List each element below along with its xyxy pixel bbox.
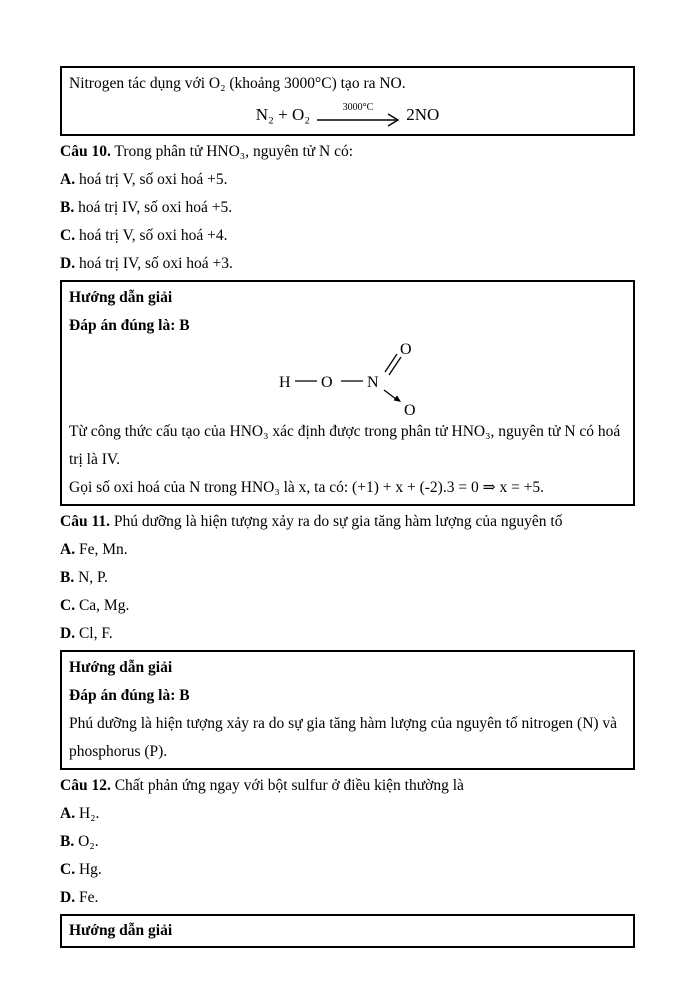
question-12-option-b: B. O₂.	[60, 833, 99, 850]
option-letter: B.	[60, 833, 75, 850]
question-12-heading: Câu 12. Chất phản ứng ngay với bột sulfur ở điều kiện thường là	[60, 777, 464, 794]
atom-o-top: O	[399, 341, 412, 358]
question-12-option-d: D. Fe.	[60, 889, 99, 906]
atom-n: N	[366, 374, 379, 391]
option-letter: A.	[60, 171, 76, 188]
intro-text: Nitrogen tác dụng với O₂ (khoảng 3000°C) tạo ra NO.	[69, 75, 406, 92]
question-12-option-c: C. Hg.	[60, 861, 102, 878]
solution-paragraph-2: Gọi số oxi hoá của N trong HNO₃ là x, ta có: (+1) + x + (-2).3 = 0 ⇒ x = +5.	[69, 479, 545, 496]
question-11-option-d: D. Cl, F.	[60, 625, 113, 642]
question-11	[60, 508, 635, 648]
option-letter: A.	[60, 805, 76, 822]
solution-box-q12	[60, 914, 635, 948]
question-12-number: Câu 12.	[60, 777, 111, 794]
question-11-heading: Câu 11. Phú dưỡng là hiện tượng xảy ra do sự gia tăng hàm lượng của nguyên tố	[60, 513, 563, 530]
solution-heading: Hướng dẫn giải	[69, 659, 173, 676]
question-11-number: Câu 11.	[60, 513, 110, 530]
solution-box-q10	[60, 280, 635, 506]
solution-answer: Đáp án đúng là: B	[69, 687, 190, 704]
equation-product: 2NO	[406, 104, 440, 124]
hno3-structural-formula	[69, 341, 626, 417]
option-letter: D.	[60, 255, 76, 272]
atom-h: H	[278, 374, 291, 391]
option-letter: C.	[60, 861, 76, 878]
option-letter: D.	[60, 889, 76, 906]
intro-box	[60, 66, 635, 136]
solution-heading: Hướng dẫn giải	[69, 289, 173, 306]
question-10-option-a: A. hoá trị V, số oxi hoá +5.	[60, 171, 228, 188]
content-area	[60, 66, 635, 948]
atom-o-left: O	[320, 374, 333, 391]
option-letter: C.	[60, 597, 76, 614]
option-letter: B.	[60, 199, 75, 216]
question-11-option-b: B. N, P.	[60, 569, 108, 586]
option-letter: A.	[60, 541, 76, 558]
solution-paragraph-1: Từ công thức cấu tạo của HNO₃ xác định được trong phân tử HNO₃, nguyên tử N có hoá trị là IV.	[69, 423, 621, 468]
option-letter: C.	[60, 227, 76, 244]
reaction-arrow-icon	[314, 100, 402, 130]
option-letter: D.	[60, 625, 76, 642]
hno3-structure-drawing	[273, 341, 423, 417]
solution-box-q11	[60, 650, 635, 770]
question-12-option-a: A. H₂.	[60, 805, 100, 822]
reaction-equation	[69, 97, 626, 132]
question-11-option-c: C. Ca, Mg.	[60, 597, 130, 614]
solution-answer: Đáp án đúng là: B	[69, 317, 190, 334]
solution-heading: Hướng dẫn giải	[69, 922, 173, 939]
question-10	[60, 138, 635, 278]
question-10-number: Câu 10.	[60, 143, 111, 160]
question-10-option-b: B. hoá trị IV, số oxi hoá +5.	[60, 199, 233, 216]
question-11-option-a: A. Fe, Mn.	[60, 541, 128, 558]
reaction-condition: 3000°C	[342, 101, 374, 113]
question-10-option-d: D. hoá trị IV, số oxi hoá +3.	[60, 255, 233, 272]
question-12	[60, 772, 635, 912]
solution-paragraph-1: Phú dưỡng là hiện tượng xảy ra do sự gia tăng hàm lượng của nguyên tố nitrogen (N) và phosphorus (P).	[69, 715, 618, 760]
equation-reactants: N₂ + O₂	[255, 104, 311, 124]
atom-o-bottom: O	[403, 402, 416, 419]
question-10-heading: Câu 10. Trong phân tử HNO₃, nguyên tử N có:	[60, 143, 354, 160]
option-letter: B.	[60, 569, 75, 586]
question-10-option-c: C. hoá trị V, số oxi hoá +4.	[60, 227, 228, 244]
